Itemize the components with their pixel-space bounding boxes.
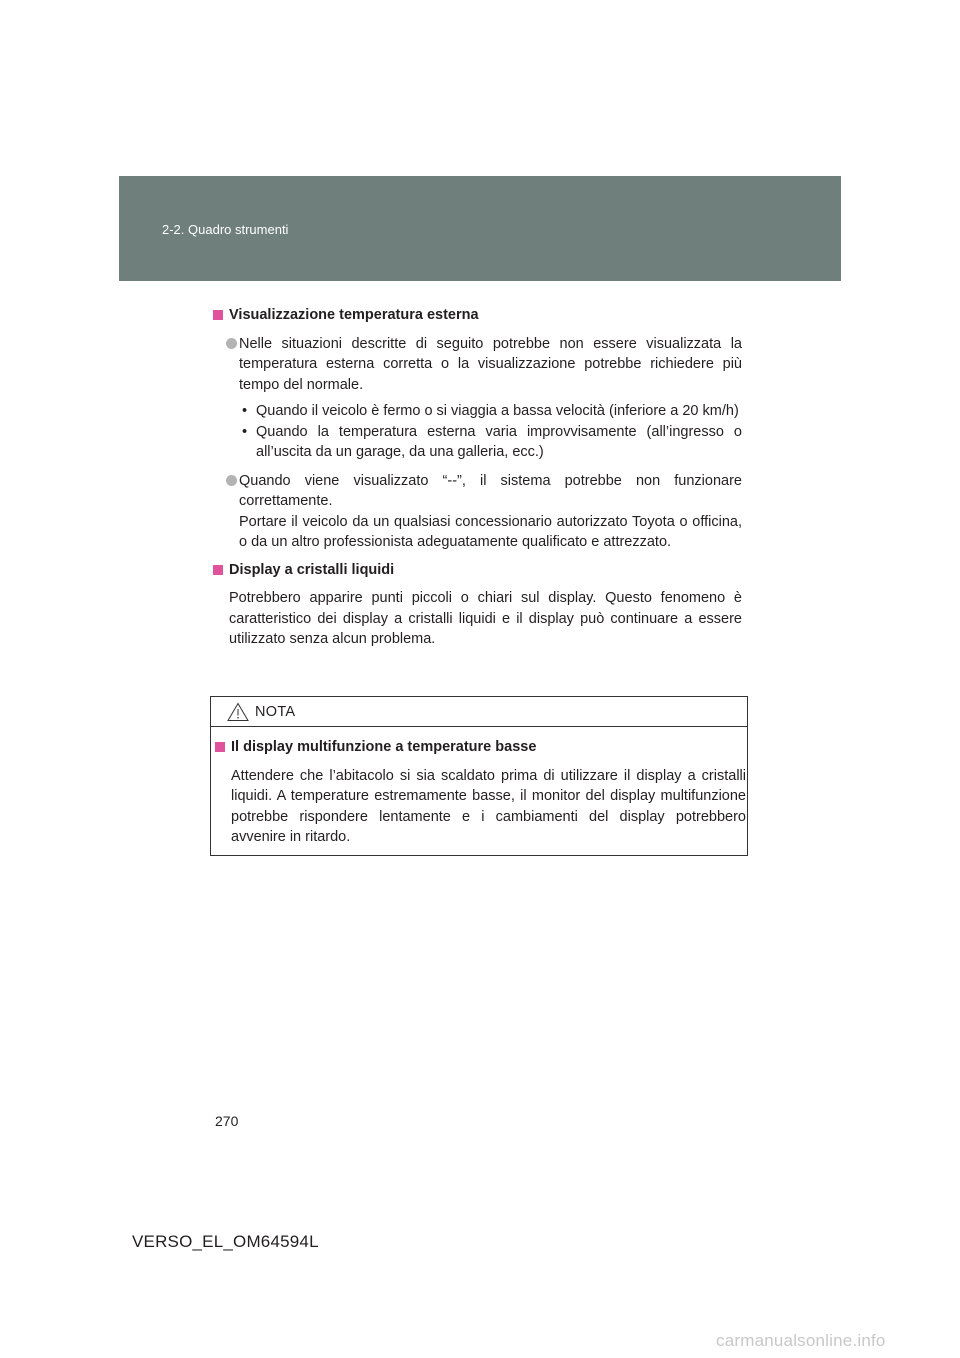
paragraph: Potrebbero apparire punti piccoli o chiari sul display. Questo fenomeno è caratteristico dei display a cristalli liquidi e il display può continuare a essere utilizzato senza alcun problema. — [229, 590, 742, 647]
section-heading — [212, 305, 742, 326]
note-heading-text: Il display multifunzione a temperature basse — [231, 739, 537, 755]
warning-triangle-icon — [227, 702, 249, 722]
section-title: 2-2. Quadro strumenti — [162, 222, 289, 237]
page-number: 270 — [215, 1113, 239, 1129]
note-title: NOTA — [255, 704, 296, 720]
section-heading — [212, 560, 742, 581]
list-item-text: Nelle situazioni descritte di seguito potrebbe non essere visualizzata la temperatura esterna corretta o la visualizzazione potrebbe richiedere più tempo del normale. — [239, 335, 742, 393]
square-bullet-icon — [215, 742, 225, 752]
main-content — [212, 305, 742, 650]
bullet-list — [239, 401, 742, 463]
section-heading-text: Visualizzazione temperatura esterna — [229, 307, 479, 323]
document-code: VERSO_EL_OM64594L — [132, 1232, 319, 1251]
list-item-text: Quando viene visualizzato “--”, il sistema potrebbe non funzionare correttamente. — [239, 472, 742, 509]
square-bullet-icon — [213, 565, 223, 575]
bullet-item — [239, 401, 742, 422]
note-header — [211, 697, 747, 727]
note-box — [210, 696, 748, 856]
section-header-band — [119, 176, 841, 281]
square-bullet-icon — [213, 310, 223, 320]
list-item — [212, 334, 742, 396]
circle-bullet-icon — [226, 475, 237, 486]
section-heading-text: Display a cristalli liquidi — [229, 561, 395, 578]
note-paragraph: Attendere che l’abitacolo si sia scaldato prima di utilizzare il display a cristalli liquidi. A temperature estremamente basse, il monitor del display multifunzione potrebbe rispondere lentamente e i cambiamenti del display potrebbero avvenire in ritardo. — [231, 767, 746, 845]
bullet-item-text: Quando il veicolo è fermo o si viaggia a bassa velocità (inferiore a 20 km/h) — [256, 403, 739, 419]
bullet-item-text: Quando la temperatura esterna varia improvvisamente (all’ingresso o all’uscita da un garage, da una galleria, ecc.) — [256, 423, 742, 460]
note-heading — [214, 737, 746, 758]
watermark: carmanualsonline.info — [716, 1331, 886, 1350]
circle-bullet-icon — [226, 338, 237, 349]
dot-bullet-icon: • — [242, 423, 248, 440]
dot-bullet-icon: • — [242, 403, 248, 419]
bullet-item — [239, 422, 742, 463]
list-item — [212, 471, 742, 553]
note-body — [211, 737, 746, 848]
list-item-text: Portare il veicolo da un qualsiasi concessionario autorizzato Toyota o officina, o da un altro professionista adeguatamente qualificato e attrezzato. — [239, 513, 742, 550]
